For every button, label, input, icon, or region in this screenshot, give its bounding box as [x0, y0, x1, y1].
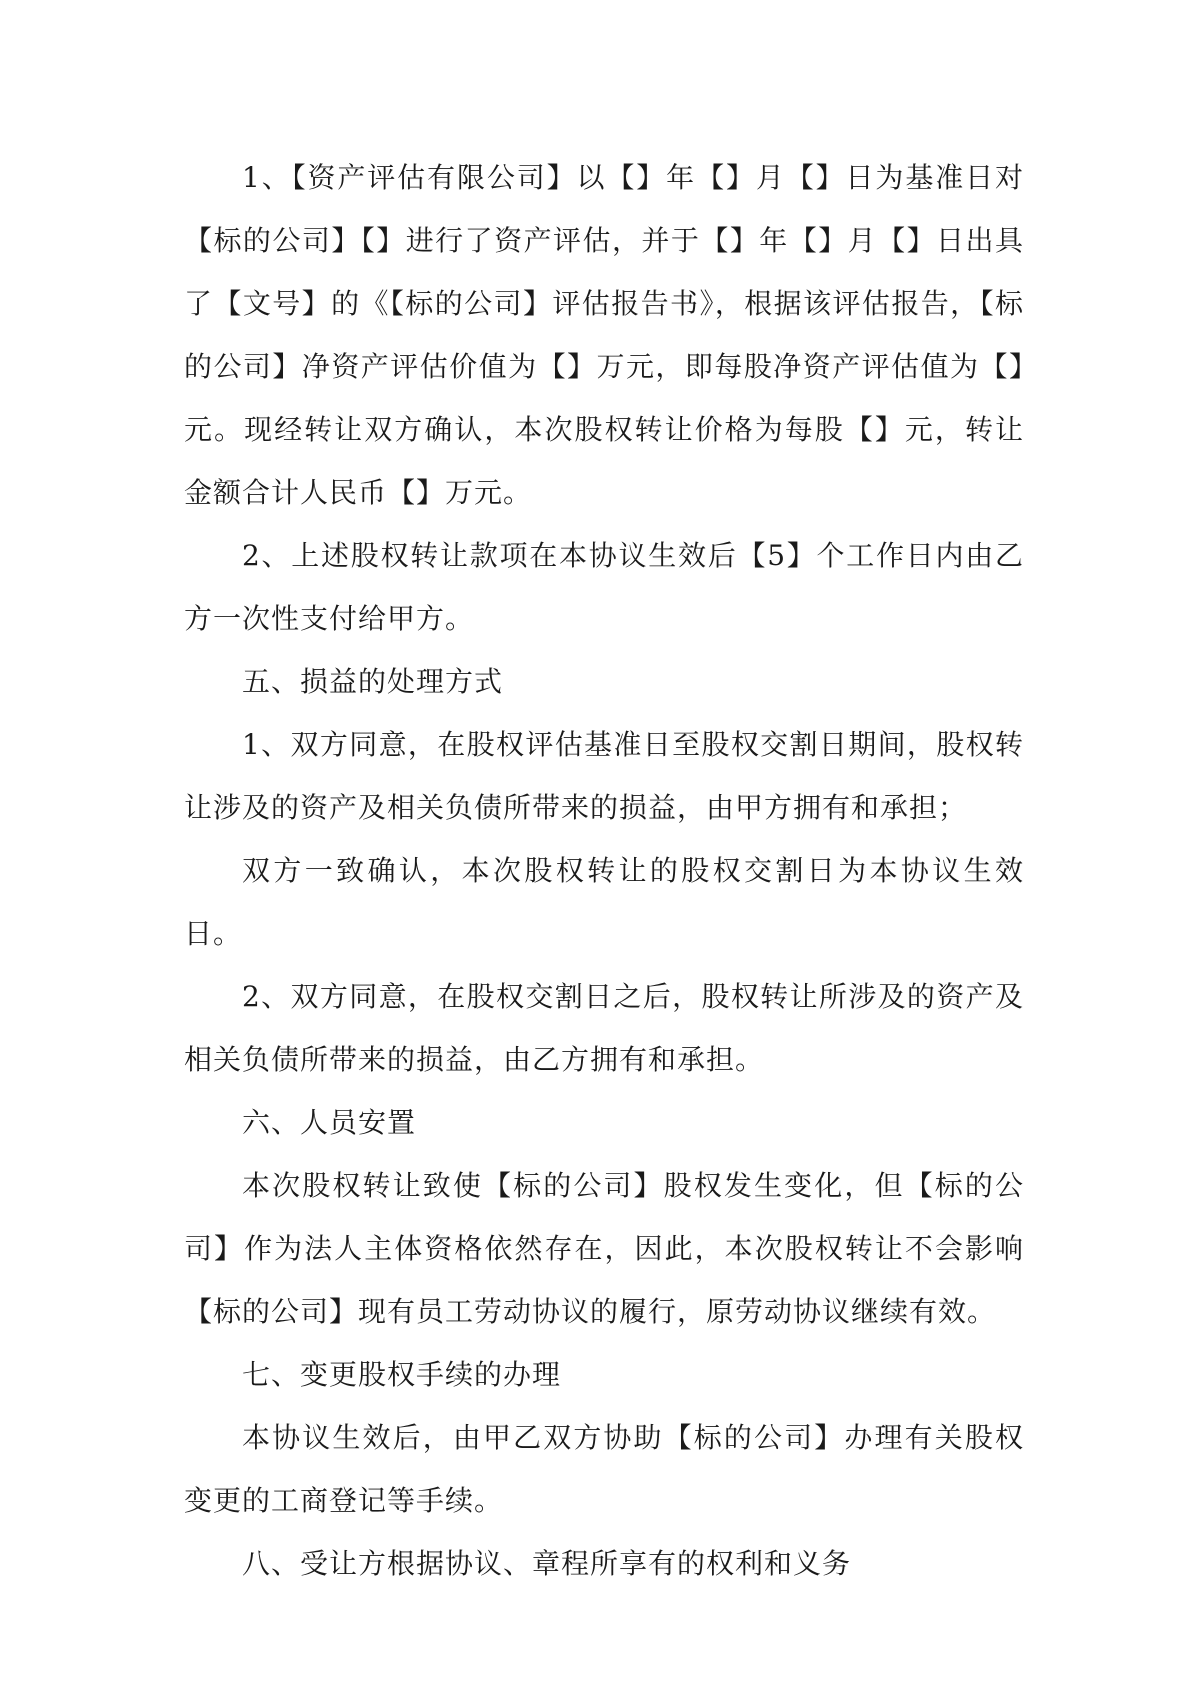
- clause-5-1-profit-loss-before-delivery: 1、双方同意，在股权评估基准日至股权交割日期间，股权转让涉及的资产及相关负债所带来的损益，由甲方拥有和承担；: [184, 728, 1024, 824]
- clause-4-2-payment: 2、上述股权转让款项在本协议生效后【5】个工作日内由乙方一次性支付给甲方。: [184, 539, 1024, 635]
- clause-5-2-profit-loss-after-delivery: 2、双方同意，在股权交割日之后，股权转让所涉及的资产及相关负债所带来的损益，由乙方拥有和承担。: [184, 980, 1024, 1076]
- clause-5-delivery-date: 双方一致确认，本次股权转让的股权交割日为本协议生效日。: [184, 854, 1024, 950]
- section-heading-6: 六、人员安置: [242, 1106, 417, 1139]
- clause-7-registration-procedures: 本协议生效后，由甲乙双方协助【标的公司】办理有关股权变更的工商登记等手续。: [184, 1421, 1024, 1517]
- section-heading-5: 五、损益的处理方式: [242, 665, 504, 698]
- section-heading-7: 七、变更股权手续的办理: [242, 1358, 562, 1391]
- clause-4-1-price-valuation: 1、【资产评估有限公司】以【】年【】月【】日为基准日对【标的公司】【】进行了资产评估，并于【】年【】月【】日出具了【文号】的《【标的公司】评估报告书》，根据该评估报告，【标的公司】净资产评估价值为【】万元，即每股净资产评估值为【】元。现经转让双方确认，本次股权转让价格为每股【】元，转让金额合计人民币【】万元。: [184, 161, 1024, 509]
- section-heading-8: 八、受让方根据协议、章程所享有的权利和义务: [242, 1547, 852, 1580]
- clause-6-staff-placement: 本次股权转让致使【标的公司】股权发生变化，但【标的公司】作为法人主体资格依然存在，因此，本次股权转让不会影响【标的公司】现有员工劳动协议的履行，原劳动协议继续有效。: [184, 1169, 1024, 1328]
- document-body: [184, 146, 1024, 1595]
